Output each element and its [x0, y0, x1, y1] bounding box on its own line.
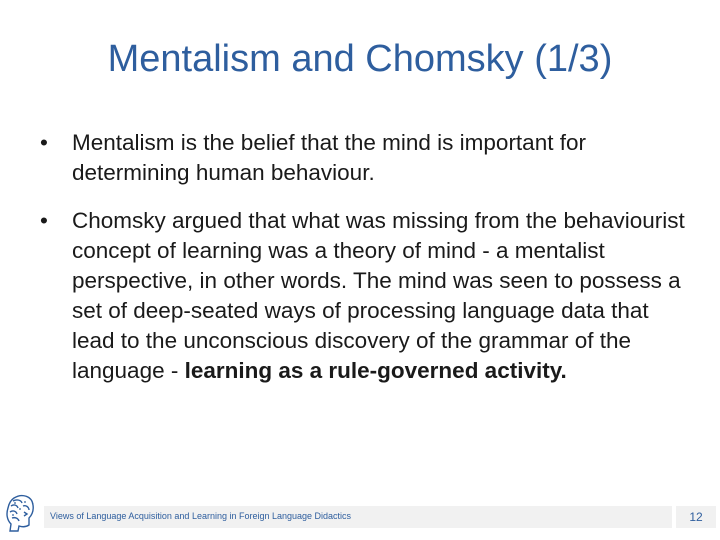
- greek-head-logo-icon: [4, 492, 38, 534]
- bullet-bold-text: learning as a rule-governed activity.: [184, 358, 567, 383]
- bullet-item: [40, 206, 690, 386]
- bullet-marker: •: [40, 208, 48, 233]
- page-number-box: [676, 506, 716, 528]
- footer-course-title: Views of Language Acquisition and Learning in Foreign Language Didactics: [50, 511, 352, 521]
- slide-content: [40, 128, 690, 404]
- slide-title: Mentalism and Chomsky (1/3): [107, 38, 613, 80]
- bullet-text: Chomsky argued that what was missing from the behaviourist concept of learning was a theory of mind - a mentalist perspective, in other words. The mind was seen to possess a set of deep-seated ways of processing language data that lead to the unconscious discovery of the grammar of the language -: [72, 208, 685, 383]
- footer-bar: [44, 506, 672, 528]
- bullet-item: [40, 128, 690, 188]
- bullet-text: Mentalism is the belief that the mind is important for determining human behaviour.: [72, 130, 586, 185]
- page-number: 12: [689, 510, 703, 524]
- bullet-marker: •: [40, 130, 48, 155]
